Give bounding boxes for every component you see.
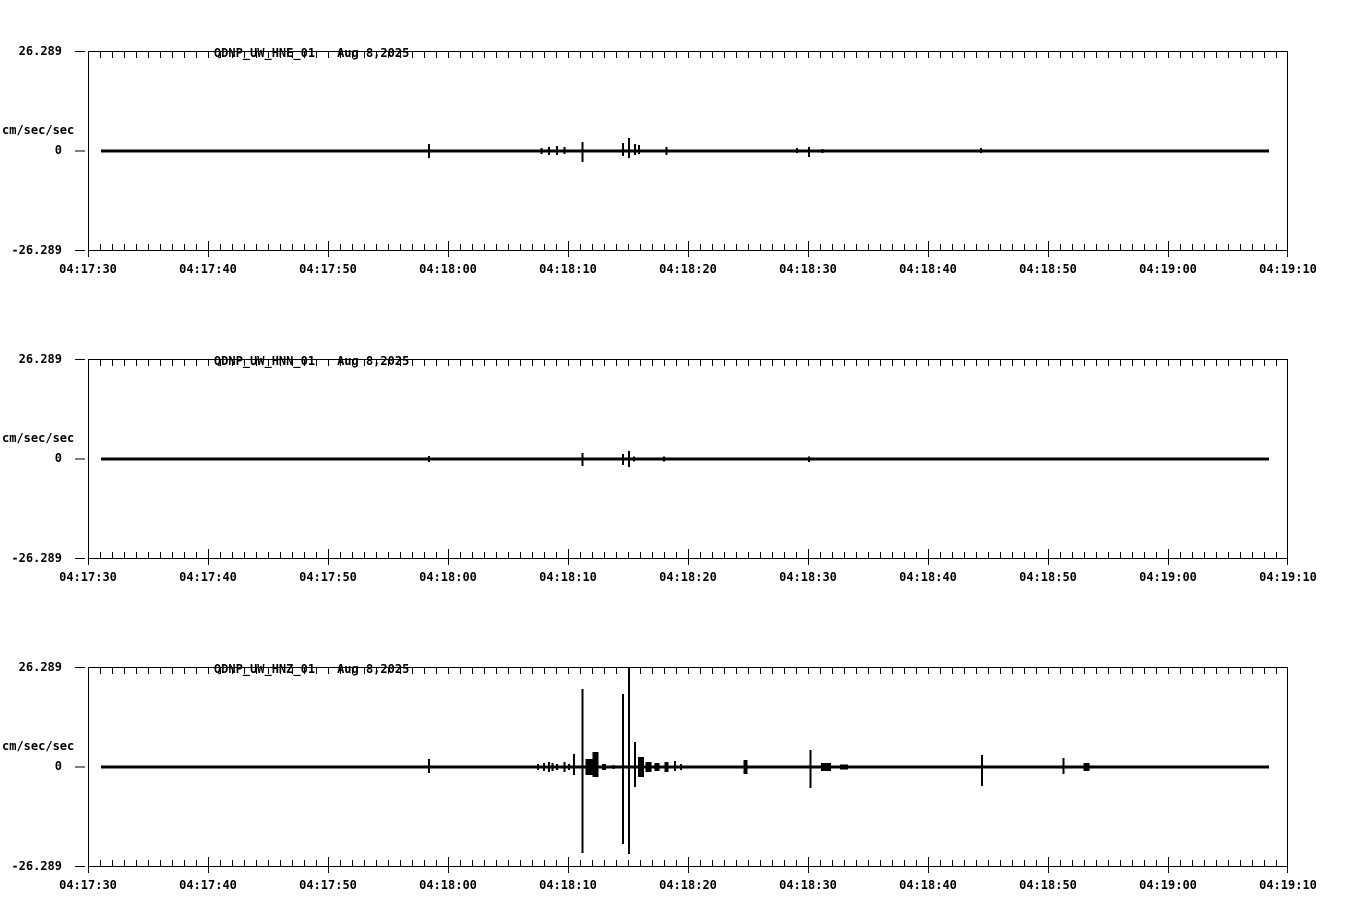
y-axis-zero-label: 0	[54, 759, 62, 773]
x-axis-tick-label: 04:17:40	[179, 878, 237, 892]
x-axis-tick-label: 04:19:00	[1139, 262, 1197, 276]
date-label: Aug 8,2025	[337, 662, 410, 676]
x-axis-tick-label: 04:19:10	[1259, 262, 1317, 276]
x-axis-tick-label: 04:18:40	[899, 262, 957, 276]
y-axis-max-label: 26.289	[18, 44, 62, 58]
y-axis-units-label: cm/sec/sec	[2, 123, 75, 137]
x-axis-tick-label: 04:18:00	[419, 262, 477, 276]
waveform-plot-hnz	[88, 667, 1288, 867]
x-axis-tick-label: 04:17:50	[299, 878, 357, 892]
x-axis-tick-label: 04:18:20	[659, 262, 717, 276]
y-axis-units-label: cm/sec/sec	[2, 739, 75, 753]
x-axis-tick-label: 04:19:00	[1139, 878, 1197, 892]
x-axis-tick-label: 04:18:40	[899, 570, 957, 584]
x-axis-tick-label: 04:18:10	[539, 878, 597, 892]
y-axis-min-label: -26.289	[11, 243, 62, 257]
x-axis-tick-label: 04:17:40	[179, 570, 237, 584]
x-axis-tick-label: 04:19:10	[1259, 878, 1317, 892]
x-axis-tick-label: 04:18:00	[419, 878, 477, 892]
station-channel-label: QDNP_UW_HNN_01	[213, 354, 316, 368]
y-axis-zero-label: 0	[54, 451, 62, 465]
x-axis-tick-label: 04:17:50	[299, 570, 357, 584]
x-axis-tick-label: 04:17:30	[59, 570, 117, 584]
x-axis-tick-label: 04:18:30	[779, 878, 837, 892]
waveform-plot-hnn	[88, 359, 1288, 559]
y-axis-max-label: 26.289	[18, 352, 62, 366]
x-axis-tick-label: 04:17:40	[179, 262, 237, 276]
x-axis-labels-row	[0, 878, 1358, 894]
station-channel-label: QDNP_UW_HNZ_01	[213, 662, 316, 676]
x-axis-tick-label: 04:18:50	[1019, 570, 1077, 584]
x-axis-tick-label: 04:17:30	[59, 878, 117, 892]
date-label: Aug 8,2025	[337, 46, 410, 60]
y-axis-min-label: -26.289	[11, 859, 62, 873]
x-axis-tick-label: 04:18:20	[659, 878, 717, 892]
x-axis-tick-label: 04:17:50	[299, 262, 357, 276]
seismogram-panel-hne	[0, 0, 1358, 308]
x-axis-tick-label: 04:19:00	[1139, 570, 1197, 584]
x-axis-tick-label: 04:18:30	[779, 570, 837, 584]
x-axis-labels-row	[0, 262, 1358, 278]
x-axis-tick-label: 04:19:10	[1259, 570, 1317, 584]
date-label: Aug 8,2025	[337, 354, 410, 368]
station-channel-label: QDNP_UW_HNE_01	[213, 46, 316, 60]
y-axis-min-label: -26.289	[11, 551, 62, 565]
waveform-plot-hne	[88, 51, 1288, 251]
y-axis-zero-label: 0	[54, 143, 62, 157]
x-axis-tick-label: 04:17:30	[59, 262, 117, 276]
x-axis-tick-label: 04:18:00	[419, 570, 477, 584]
x-axis-tick-label: 04:18:30	[779, 262, 837, 276]
x-axis-tick-label: 04:18:50	[1019, 878, 1077, 892]
x-axis-tick-label: 04:18:10	[539, 570, 597, 584]
x-axis-tick-label: 04:18:10	[539, 262, 597, 276]
y-axis-max-label: 26.289	[18, 660, 62, 674]
y-axis-units-label: cm/sec/sec	[2, 431, 75, 445]
x-axis-tick-label: 04:18:40	[899, 878, 957, 892]
x-axis-tick-label: 04:18:50	[1019, 262, 1077, 276]
x-axis-tick-label: 04:18:20	[659, 570, 717, 584]
seismogram-panel-hnz	[0, 616, 1358, 924]
x-axis-labels-row	[0, 570, 1358, 586]
seismogram-panel-hnn	[0, 308, 1358, 616]
